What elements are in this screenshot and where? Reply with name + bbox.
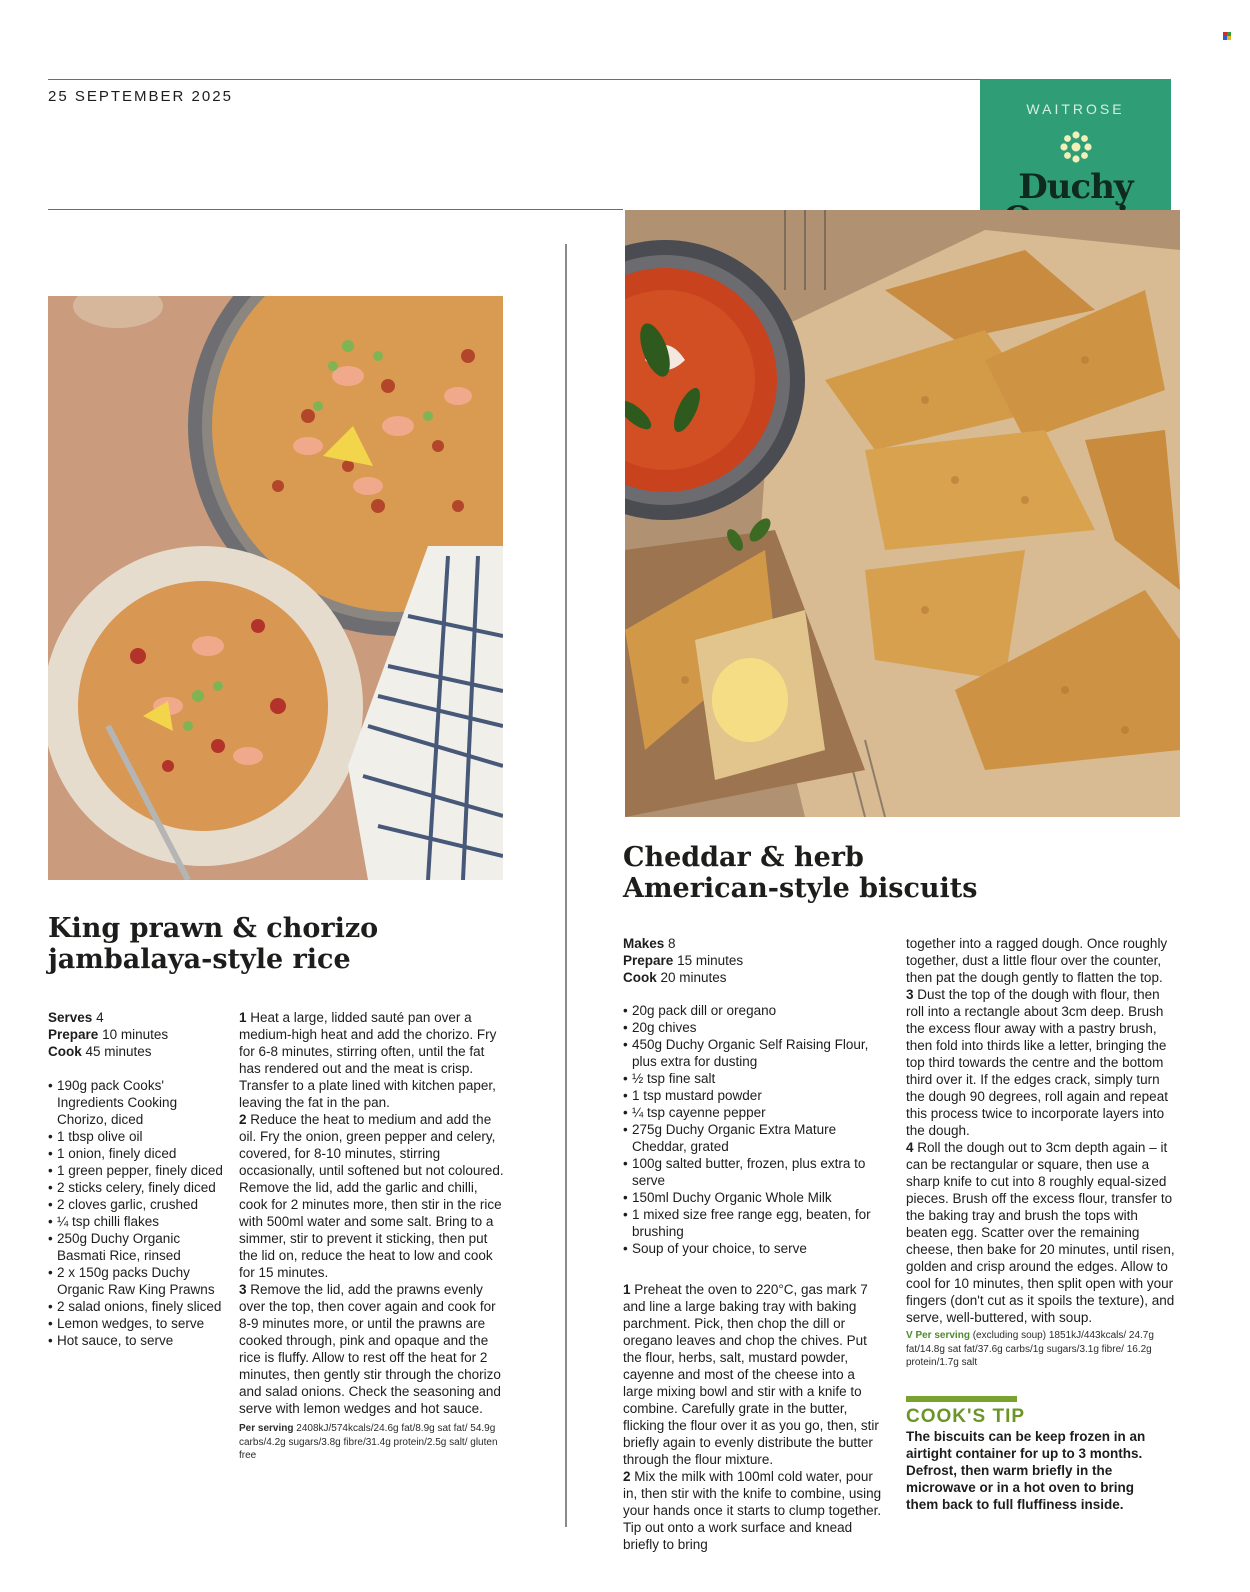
cooks-tip-text: The biscuits can be keep frozen in an airtight container for up to 3 months. Defrost, then warm briefly in the microwave or in a hot oven to bring them back to full fluffiness inside. [906,1429,1146,1512]
cooks-tip-bar [906,1396,1017,1402]
recipe1-title-line1: King prawn & chorizo [48,913,379,944]
ingredient: • ½ tsp fine salt [623,1070,883,1087]
column-divider [565,244,567,1527]
recipe2-title-line1: Cheddar & herb [623,842,864,873]
ingredient: • Hot sauce, to serve [48,1332,228,1349]
ingredient: • 20g pack dill or oregano [623,1002,883,1019]
ingredient: • 1 tsp mustard powder [623,1087,883,1104]
recipe1-title-line2: jambalaya-style rice [48,944,351,975]
jambalaya-photo [48,296,503,880]
recipe2-ingredients [623,1002,883,1257]
header-bottom-rule [48,209,623,210]
recipe2-makes: Makes 8 [623,936,676,951]
ingredient: • 250g Duchy Organic Basmati Rice, rinsed [48,1230,228,1264]
recipe2-nutrition: V Per serving (excluding soup) 1851kJ/443kcals/ 24.7g fat/14.8g sat fat/37.6g carbs/1g sugars/3.1g fibre/ 16.2g protein/1.7g salt [906,1330,1154,1368]
method-step: 1 Heat a large, lidded sauté pan over a medium-high heat and add the chorizo. Fry for 6-8 minutes, stirring often, until the fat has rendered out and the meat is crisp. Transfer to a plate lined with kitchen paper, leaving the fat in the pan. [239,1010,497,1110]
recipe1-prepare: Prepare 10 minutes [48,1027,169,1042]
recipe2-meta [623,935,883,986]
method-step: 2 Reduce the heat to medium and add the oil. Fry the onion, green pepper and celery, covered, for 8-10 minutes, stirring occasionally, until softened but not coloured. Remove the lid, add the garlic and chilli, cook for 2 minutes more, then stir in the rice with 500ml water and some salt. Bring to a simmer, stir to prevent it sticking, then put the lid on, reduce the heat to low and cook for 15 minutes. [239,1112,504,1280]
recipe1-ingredients [48,1077,228,1349]
ingredient: • 2 x 150g packs Duchy Organic Raw King Prawns [48,1264,228,1298]
ingredient: • 1 onion, finely diced [48,1145,228,1162]
ingredient: • 100g salted butter, frozen, plus extra to serve [623,1155,883,1189]
ingredient: • 275g Duchy Organic Extra Mature Cheddar, grated [623,1121,883,1155]
logo-line-1: Duchy [1018,167,1133,207]
ingredient: • 2 cloves garlic, crushed [48,1196,228,1213]
recipe2-method-col2 [906,935,1178,1370]
recipe1-nutrition: Per serving 2408kJ/574kcals/24.6g fat/8.9g sat fat/ 54.9g carbs/4.2g sugars/3.8g fibre/31.4g protein/2.5g salt/ gluten free [239,1423,498,1461]
recipe1-meta [48,1009,228,1060]
ingredient: • 1 mixed size free range egg, beaten, for brushing [623,1206,883,1240]
recipe1-method [239,1009,507,1463]
flower-logo-icon [1056,127,1096,167]
method-step: together into a ragged dough. Once roughly together, dust a little flour over the counter, then pat the dough gently to flatten the top. [906,936,1168,985]
recipe2-title [623,842,1143,904]
recipe2-cook: Cook 20 minutes [623,970,727,985]
ingredient: • Soup of your choice, to serve [623,1240,883,1257]
method-step: 3 Remove the lid, add the prawns evenly over the top, then cover again and cook for 8-9 minutes more, or until the prawns are cooked through, pink and opaque and the rice is fluffy. Allow to rest off the heat for 2 minutes, then gently stir through the chorizo and salad onions. Check the seasoning and serve with lemon wedges and hot sauce. [239,1282,501,1416]
recipe2-method-col1 [623,1281,885,1553]
ingredient: • 1 tbsp olive oil [48,1128,228,1145]
ingredient: • 2 salad onions, finely sliced [48,1298,228,1315]
method-step: 2 Mix the milk with 100ml cold water, pour in, then stir with the knife to combine, using your hands once it starts to clump together. Tip out onto a work surface and knead briefly to bring [623,1469,882,1552]
ingredient: • ¼ tsp cayenne pepper [623,1104,883,1121]
method-step: 4 Roll the dough out to 3cm depth again – it can be rectangular or square, then use a sharp knife to cut into 8 roughly equal-sized pieces. Brush off the excess flour, transfer to the baking tray and brush the tops with beaten egg. Scatter over the remaining cheese, then bake for 20 minutes, until risen, golden and crisp around the edges. Allow to cool for 10 minutes, then split open with your fingers (don't cut as it spoils the texture), and serve, well-buttered, with soup. [906,1140,1175,1325]
ingredient: • 150ml Duchy Organic Whole Milk [623,1189,883,1206]
corner-mark-icon [1223,32,1231,40]
recipe1-title [48,913,528,975]
recipe2-prepare: Prepare 15 minutes [623,953,744,968]
biscuits-photo [625,210,1180,817]
recipe1-serves: Serves 4 [48,1010,104,1025]
cooks-tip-title: COOK'S TIP [906,1406,1026,1427]
ingredient: • 2 sticks celery, finely diced [48,1179,228,1196]
ingredient: • ¼ tsp chilli flakes [48,1213,228,1230]
recipe1-cook: Cook 45 minutes [48,1044,152,1059]
ingredient: • Lemon wedges, to serve [48,1315,228,1332]
ingredient: • 20g chives [623,1019,883,1036]
method-step: 1 Preheat the oven to 220°C, gas mark 7 and line a large baking tray with baking parchment. Pick, then chop the dill or oregano leaves and chop the chives. Put the flour, herbs, salt, mustard powder, cayenne and most of the cheese into a large mixing bowl and stir with a knife to combine. Carefully grate in the butter, flicking the flour over it as you go, then, stir briefly again to evenly distribute the butter through the flour mixture. [623,1282,879,1467]
logo-retailer: WAITROSE [1026,101,1125,117]
ingredient: • 190g pack Cooks' Ingredients Cooking Chorizo, diced [48,1077,228,1128]
ingredient: • 450g Duchy Organic Self Raising Flour, plus extra for dusting [623,1036,883,1070]
recipe2-title-line2: American-style biscuits [623,873,978,904]
ingredient: • 1 green pepper, finely diced [48,1162,228,1179]
issue-date: 25 SEPTEMBER 2025 [48,88,233,105]
method-step: 3 Dust the top of the dough with flour, then roll into a rectangle about 3cm deep. Brush the excess flour away with a pastry brush, then fold into thirds like a letter, bringing the top third towards the centre and the bottom third over it. If the edges crack, simply turn the dough 90 degrees, roll again and repeat this process twice to incorporate layers into the dough. [906,987,1168,1138]
